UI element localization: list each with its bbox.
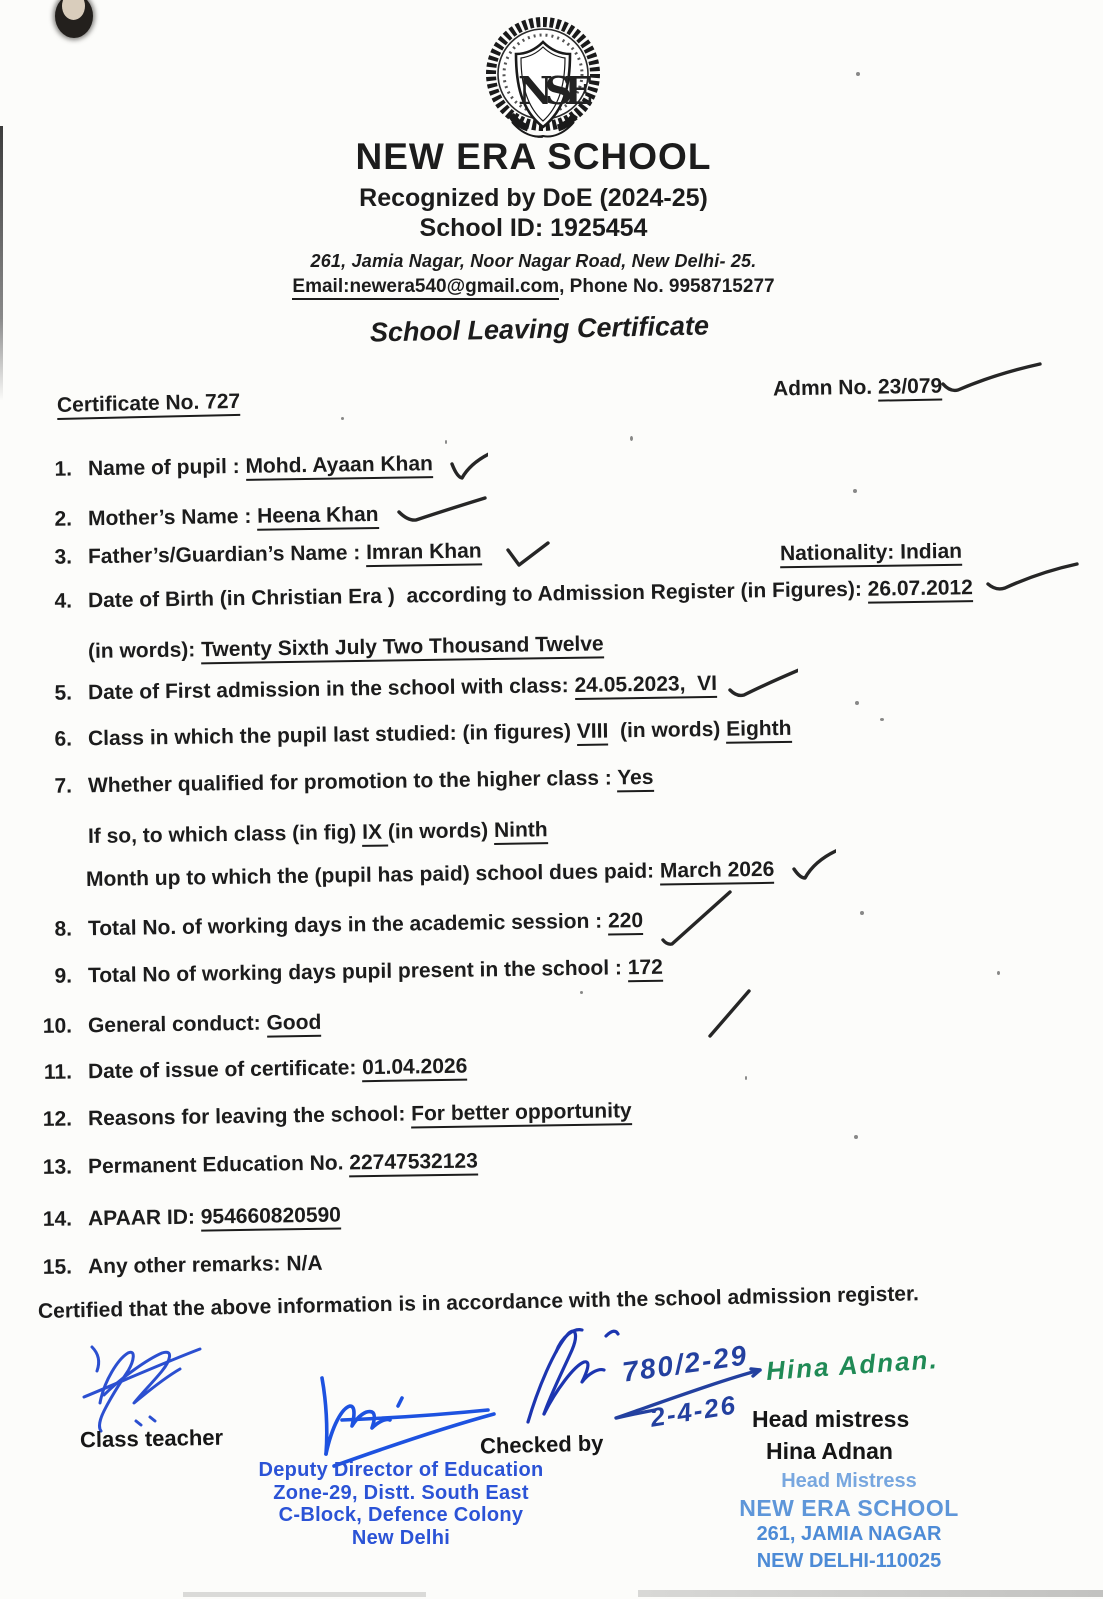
checkmark [790, 845, 836, 881]
stamp-line: C-Block, Defence Colony [278, 1504, 524, 1526]
field-value: 01.04.2026 [362, 1055, 467, 1083]
item-number: 12. [42, 1107, 73, 1131]
deputy-director-signature [298, 1368, 503, 1473]
nationality-text: Nationality: Indian [780, 540, 962, 569]
checkmark [396, 494, 488, 522]
handwritten-ref-number: 780/2-29 [620, 1339, 751, 1388]
item-number: 13. [42, 1155, 73, 1179]
scan-bottom-strip [638, 1590, 1103, 1597]
stamp-line: New Delhi [351, 1526, 451, 1549]
item-text [88, 1149, 478, 1179]
item-date-of-birth [38, 576, 973, 614]
item-first-admission [38, 672, 717, 706]
item-number: 3. [54, 545, 73, 569]
class-teacher-label: Class teacher [79, 1424, 224, 1453]
admission-number [773, 375, 943, 402]
scan-speck [445, 440, 447, 444]
field-value: Eighth [726, 717, 792, 744]
item-last-class [38, 717, 792, 752]
field-label: Date of Birth (in Christian Era ) according to Admission Register (in Figures): [87, 577, 868, 613]
document-title: School Leaving Certificate [369, 310, 710, 348]
scan-speck [630, 436, 633, 441]
checked-by-label: Checked by [479, 1430, 604, 1459]
item-number: 15. [42, 1255, 73, 1279]
item-text [88, 576, 973, 613]
field-value: 954660820590 [201, 1204, 342, 1232]
stamp-line: Head Mistress [781, 1470, 917, 1492]
field-label: General conduct: [87, 1011, 267, 1038]
field-label: Class in which the pupil last studied: (in figures) [87, 720, 577, 751]
scan-speck [853, 489, 857, 493]
item-general-conduct [38, 1011, 322, 1039]
field-value: 26.07.2012 [868, 576, 973, 604]
item-permanent-education-no [38, 1149, 478, 1180]
field-label: Total No. of working days in the academic session : [87, 909, 609, 941]
field-value: March 2026 [660, 858, 775, 886]
item-text [88, 766, 654, 798]
checkmark [726, 662, 798, 698]
item-reason-leaving [38, 1099, 632, 1132]
checkmark [658, 888, 734, 948]
field-value: 24.05.2023, VI [574, 672, 717, 700]
item-working-days [38, 909, 643, 942]
stamp-line: Zone-29, Distt. South East [273, 1481, 529, 1504]
item-promotion-class [88, 818, 548, 849]
scan-speck [341, 417, 344, 420]
item-number: 2. [54, 507, 73, 531]
item-text [88, 909, 643, 941]
field-value: Mohd. Ayaan Khan [245, 452, 433, 481]
item-text [88, 1204, 341, 1232]
field-label: Any other remarks: N/A [87, 1251, 323, 1279]
item-text [88, 1252, 323, 1279]
item-days-present [38, 956, 663, 989]
item-date-of-issue [38, 1055, 468, 1085]
school-address: 261, Jamia Nagar, Noor Nagar Road, New Delhi- 25. [310, 250, 757, 271]
item-number: 1. [54, 457, 73, 481]
checked-by-signature [498, 1322, 623, 1432]
school-name: NEW ERA SCHOOL [355, 136, 712, 177]
item-text [88, 818, 548, 849]
field-value: Heena Khan [257, 503, 379, 531]
field-label: (in words) [608, 717, 727, 743]
checkmark [504, 540, 552, 568]
scan-speck [856, 72, 860, 76]
field-value: Yes [617, 766, 654, 793]
item-number: 9. [54, 964, 73, 988]
nationality-field [780, 540, 962, 567]
deputy-director-stamp [253, 1459, 549, 1549]
item-number: 11. [43, 1060, 73, 1084]
field-value: 22747532123 [349, 1149, 478, 1177]
item-text [88, 1011, 322, 1038]
stamp-line: NEW DELHI-110025 [756, 1549, 942, 1572]
item-text [88, 503, 379, 531]
item-number: 8. [54, 917, 73, 941]
item-other-remarks [38, 1252, 323, 1280]
certificate-number-text: Certificate No. 727 [57, 390, 241, 420]
item-name-of-pupil [38, 452, 433, 482]
item-text [86, 858, 775, 892]
item-number: 4. [54, 589, 73, 613]
document-header [0, 138, 1085, 298]
item-dues-paid [86, 858, 775, 892]
scan-bottom-strip [183, 1592, 426, 1597]
certified-note: Certified that the above information is in accordance with the school admission register. [37, 1282, 920, 1323]
head-mistress-signature: Hina Adnan. [765, 1344, 940, 1386]
logo-monogram: NSE [518, 68, 586, 113]
field-label: Reasons for leaving the school: [87, 1102, 412, 1131]
field-value: Ninth [494, 818, 548, 845]
item-number: 6. [54, 727, 73, 751]
checkmark [448, 450, 488, 482]
field-label: If so, to which class (in fig) [87, 820, 363, 848]
field-value: IX [362, 821, 388, 847]
field-label: Total No of working days pupil present in the school : [87, 956, 628, 988]
field-label: APAAR ID: [87, 1205, 201, 1231]
item-apaar-id [38, 1204, 341, 1232]
school-contact [0, 276, 1085, 298]
stamp-line: Deputy Director of Education [258, 1459, 544, 1481]
item-number: 5. [54, 681, 73, 705]
item-dob-in-words [88, 632, 604, 664]
school-phone: , Phone No. 9958715277 [559, 275, 775, 297]
class-teacher-signature [70, 1335, 250, 1440]
school-email: Email:newera540@gmail.com [292, 276, 559, 300]
checkmark [706, 986, 752, 1040]
scan-speck [997, 971, 1000, 975]
item-text [88, 632, 604, 664]
item-text [88, 539, 482, 569]
school-id: School ID: 1925454 [419, 213, 648, 242]
school-logo [478, 14, 608, 144]
scan-speck [580, 991, 583, 994]
field-label: Whether qualified for promotion to the higher class : [87, 766, 618, 798]
field-label: Name of pupil : [87, 454, 246, 481]
item-number: 14. [42, 1207, 73, 1231]
handwritten-dash [614, 1406, 658, 1422]
field-value: For better opportunity [411, 1099, 632, 1128]
admission-number-label: Admn No. [772, 375, 879, 401]
field-value: Twenty Sixth July Two Thousand Twelve [201, 632, 604, 664]
field-label: Mother’s Name : [87, 504, 258, 531]
scan-speck [860, 911, 864, 915]
field-label: (in words) [387, 818, 495, 844]
stamp-line: 261, JAMIA NAGAR [756, 1523, 942, 1545]
item-number: 7. [54, 774, 73, 798]
checkmark [940, 360, 1045, 396]
field-label: (in words): [87, 638, 202, 663]
field-label: Permanent Education No. [87, 1151, 350, 1179]
checkmark [985, 560, 1080, 592]
item-text [88, 672, 717, 705]
field-value: Good [266, 1011, 321, 1038]
field-label: Father’s/Guardian’s Name : [87, 541, 367, 569]
field-label: Date of issue of certificate: [87, 1056, 363, 1084]
scan-speck [854, 1135, 858, 1139]
certificate-number [57, 390, 241, 418]
item-number: 10. [42, 1014, 73, 1038]
stamp-line: NEW ERA SCHOOL [739, 1494, 959, 1521]
scan-speck [880, 718, 884, 721]
field-label: Month up to which the (pupil has paid) school dues paid: [85, 859, 661, 891]
item-text [88, 1055, 468, 1085]
admission-number-value: 23/079 [878, 375, 943, 402]
item-text [88, 956, 663, 989]
item-promotion-qualified [38, 766, 654, 799]
scan-speck [855, 701, 859, 705]
item-mother-name [38, 503, 379, 532]
field-value: VIII [577, 720, 609, 746]
field-label: Date of First admission in the school with class: [87, 674, 575, 705]
field-value: Imran Khan [366, 539, 482, 567]
handwritten-date: 2-4-26 [648, 1389, 739, 1433]
head-mistress-name: Hina Adnan [766, 1438, 893, 1464]
scan-speck [745, 1076, 747, 1080]
school-recognition: Recognized by DoE (2024-25) [359, 183, 708, 212]
field-value: 220 [608, 909, 643, 936]
item-text [88, 717, 792, 751]
item-text [88, 1099, 632, 1131]
item-text [88, 452, 433, 481]
head-mistress-label: Head mistress [752, 1406, 910, 1432]
item-father-name [38, 539, 482, 570]
field-value: 172 [628, 956, 663, 983]
head-mistress-stamp [736, 1468, 962, 1574]
